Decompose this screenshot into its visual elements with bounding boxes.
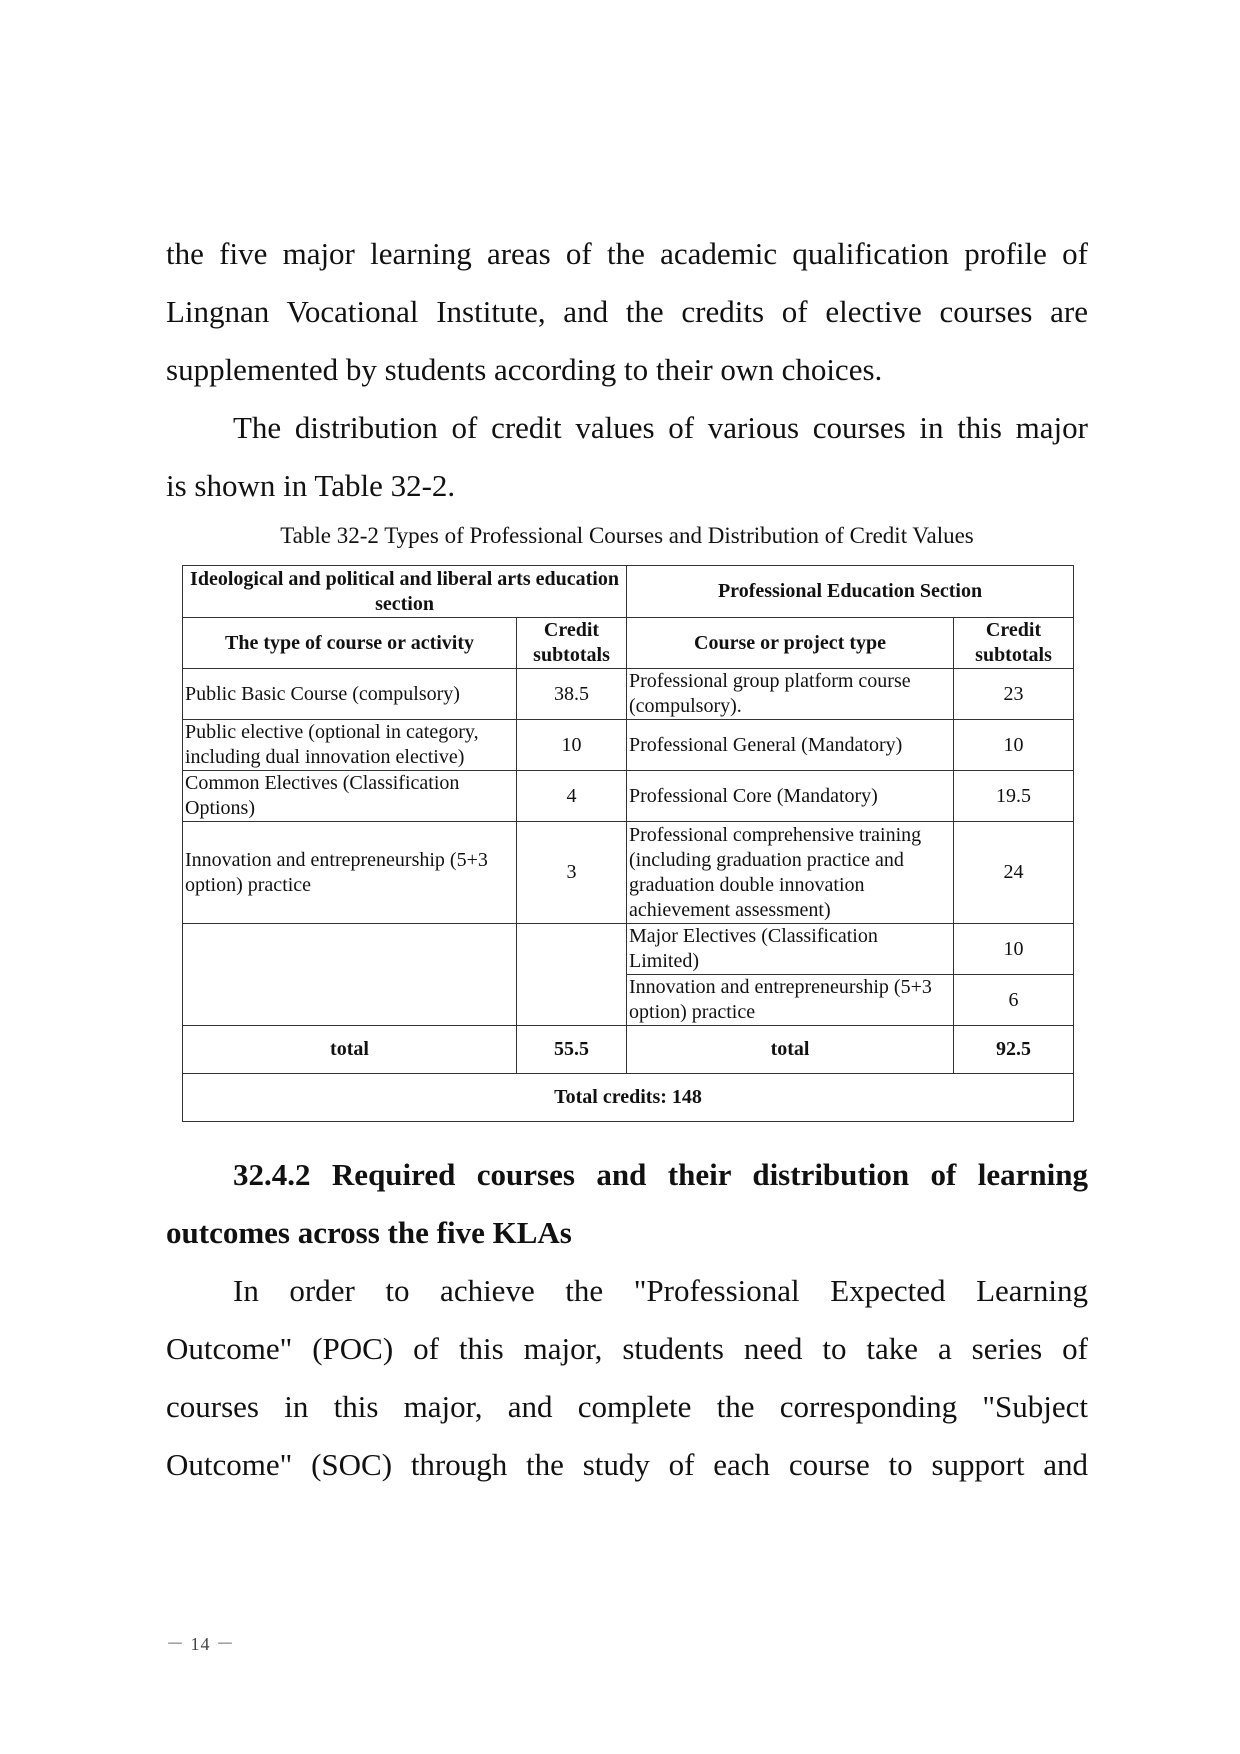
right-course-type: Major Electives (Classification Limited) [627,924,954,975]
section-heading [166,1146,1088,1262]
text-line: Outcome" (POC) of this major, students need to take a series of [166,1331,1088,1366]
empty-cell [517,924,627,1026]
table-row [183,822,1074,924]
left-credit-value: 10 [517,720,627,771]
table-column-header-row [183,618,1074,669]
left-credit-value: 3 [517,822,627,924]
right-course-type: Professional Core (Mandatory) [627,771,954,822]
page-number: － 14 － [166,1634,235,1654]
total-right-label: total [627,1026,954,1074]
left-course-type: Public Basic Course (compulsory) [183,669,517,720]
table-row [183,924,1074,975]
body-paragraph-table-intro [166,399,1088,515]
text-line: supplemented by students according to their own choices. [166,352,883,387]
left-credit-value: 38.5 [517,669,627,720]
column-header-right-credit: Credit subtotals [954,618,1074,669]
credit-distribution-table [182,565,1074,1122]
section-header-right: Professional Education Section [627,566,1074,618]
empty-cell [183,924,517,1026]
heading-line: 32.4.2 Required courses and their distribution of learning [233,1157,1088,1192]
body-paragraph-learning-outcomes [166,1262,1088,1494]
right-credit-value: 24 [954,822,1074,924]
text-line: courses in this major, and complete the corresponding "Subject [166,1389,1088,1424]
total-left-label: total [183,1026,517,1074]
table-total-row [183,1026,1074,1074]
text-line: Lingnan Vocational Institute, and the credits of elective courses are [166,294,1088,329]
column-header-left-credit: Credit subtotals [517,618,627,669]
left-course-type: Common Electives (Classification Options) [183,771,517,822]
right-credit-value: 23 [954,669,1074,720]
text-line: In order to achieve the "Professional Expected Learning [233,1273,1088,1308]
total-right-value: 92.5 [954,1026,1074,1074]
right-course-type: Innovation and entrepreneurship (5+3 option) practice [627,975,954,1026]
section-header-left: Ideological and political and liberal arts education section [183,566,627,618]
right-credit-value: 10 [954,924,1074,975]
text-line: is shown in Table 32-2. [166,468,456,503]
table-row [183,720,1074,771]
left-course-type: Public elective (optional in category, including dual innovation elective) [183,720,517,771]
right-course-type: Professional General (Mandatory) [627,720,954,771]
text-line: Outcome" (SOC) through the study of each course to support and [166,1447,1088,1482]
column-header-right-type: Course or project type [627,618,954,669]
right-course-type: Professional group platform course (compulsory). [627,669,954,720]
right-course-type: Professional comprehensive training (including graduation practice and graduation double innovation achievement assessment) [627,822,954,924]
table-row [183,771,1074,822]
left-credit-value: 4 [517,771,627,822]
text-line: The distribution of credit values of various courses in this major [233,410,1088,445]
table-section-header-row [183,566,1074,618]
heading-line: outcomes across the five KLAs [166,1215,572,1250]
total-left-value: 55.5 [517,1026,627,1074]
right-credit-value: 6 [954,975,1074,1026]
left-course-type: Innovation and entrepreneurship (5+3 option) practice [183,822,517,924]
text-line: the five major learning areas of the academic qualification profile of [166,236,1088,271]
table-grand-total-row [183,1074,1074,1122]
body-paragraph-continued [166,225,1088,399]
table-caption: Table 32-2 Types of Professional Courses and Distribution of Credit Values [280,523,974,548]
right-credit-value: 10 [954,720,1074,771]
grand-total: Total credits: 148 [183,1074,1074,1122]
table-row [183,669,1074,720]
column-header-left-type: The type of course or activity [183,618,517,669]
right-credit-value: 19.5 [954,771,1074,822]
